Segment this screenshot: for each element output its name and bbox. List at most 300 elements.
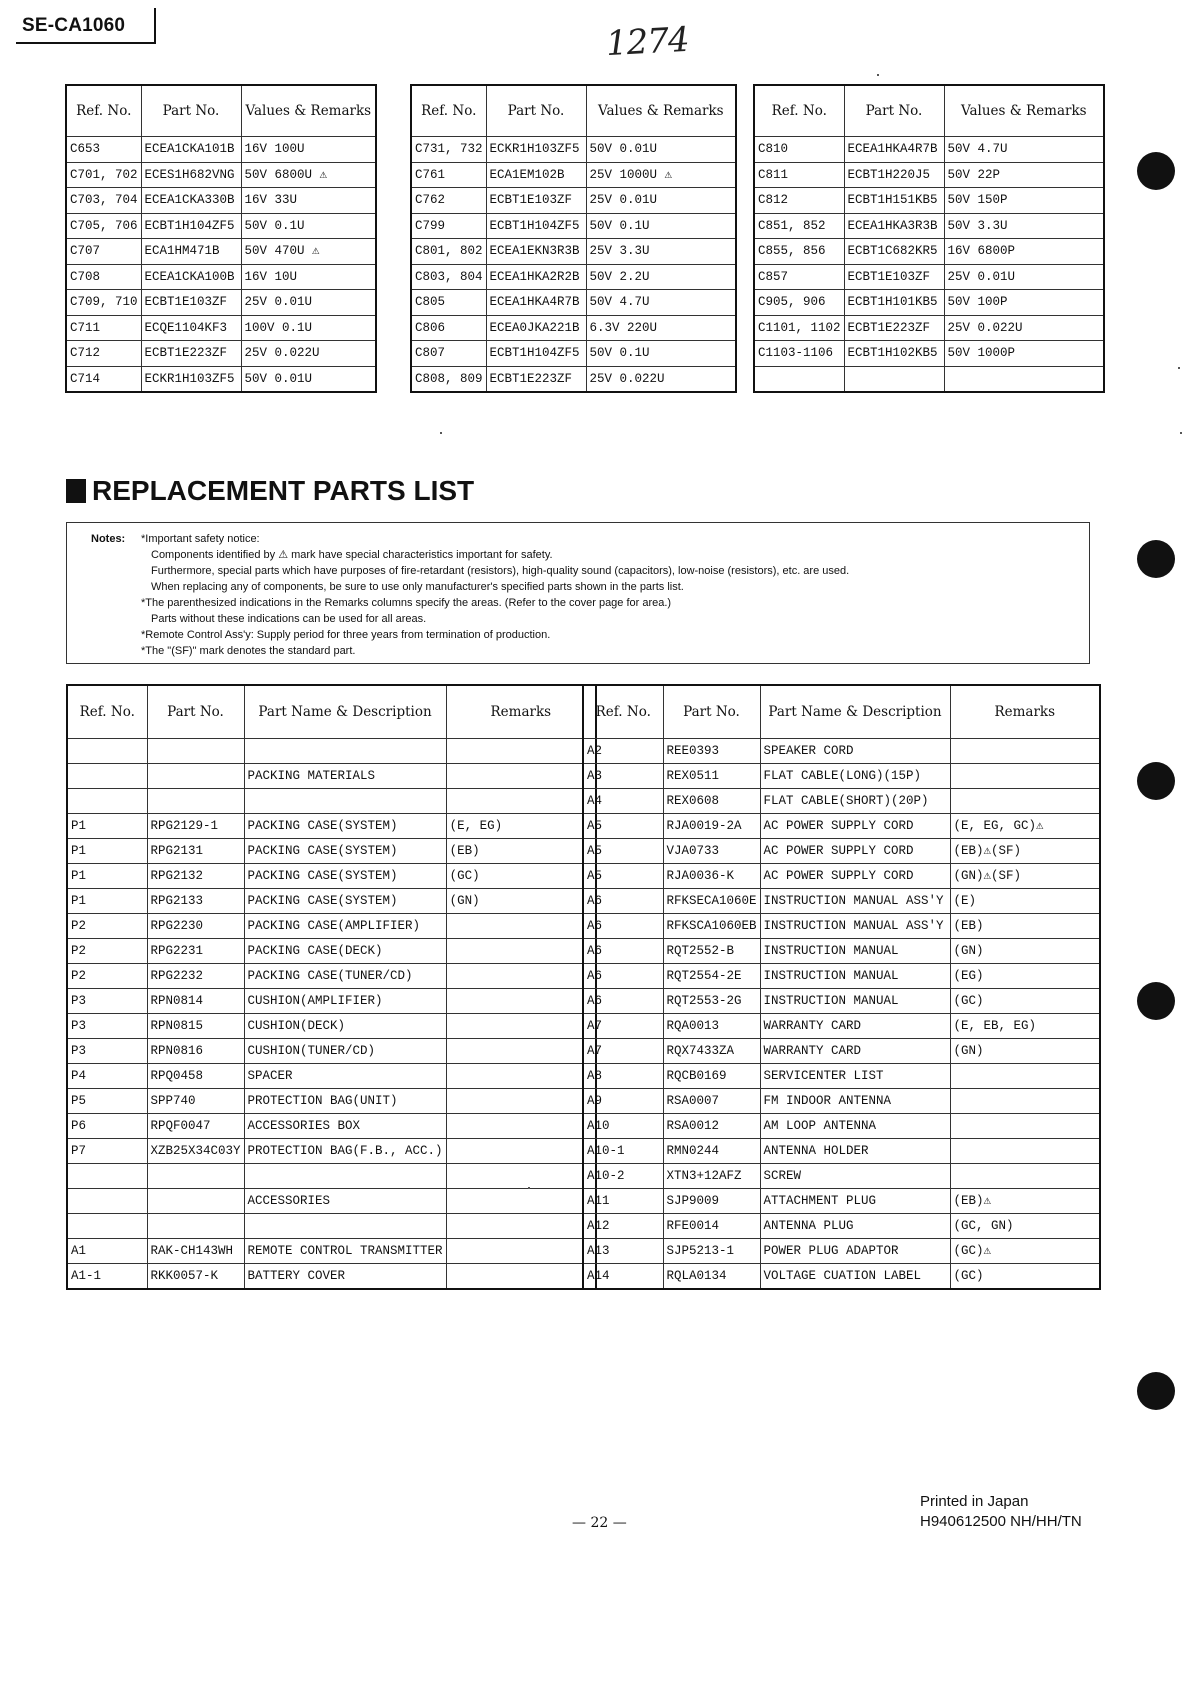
table-row [67,1039,596,1064]
table-cell: SJP9009 [663,1189,760,1214]
table-cell: AC POWER SUPPLY CORD [760,839,950,864]
column-header: Part No. [486,85,586,137]
table-cell [147,789,244,814]
table-cell: PACKING CASE(SYSTEM) [244,889,446,914]
table-cell: ECEA1HKA3R3B [844,213,944,239]
table-cell: A13 [583,1239,663,1264]
table-cell: REX0608 [663,789,760,814]
scan-speck [528,1187,530,1189]
table-cell [446,764,596,789]
table-cell: 25V 0.022U [944,315,1104,341]
table-cell: 16V 10U [241,264,376,290]
table-row [67,1064,596,1089]
scan-speck [1178,367,1180,369]
table-row [67,1089,596,1114]
table-cell: (E, EG) [446,814,596,839]
table-row [67,1014,596,1039]
table-cell: (GC) [950,989,1100,1014]
table-row [67,1139,596,1164]
table-row [583,1064,1100,1089]
table-cell [67,739,147,764]
table-cell: 50V 0.1U [586,213,736,239]
table-cell: ANTENNA HOLDER [760,1139,950,1164]
table-cell: P2 [67,914,147,939]
table-row [411,188,736,214]
table-cell: CUSHION(DECK) [244,1014,446,1039]
table-cell: C708 [66,264,141,290]
table-cell: INSTRUCTION MANUAL ASS'Y [760,889,950,914]
table-cell [147,1189,244,1214]
table-cell: SJP5213-1 [663,1239,760,1264]
table-row [583,939,1100,964]
table-row [67,1114,596,1139]
table-cell: ECES1H682VNG [141,162,241,188]
table-row [411,137,736,163]
table-cell: C731, 732 [411,137,486,163]
table-header-row [67,685,596,739]
table-cell: 50V 0.1U [586,341,736,367]
table-row [66,341,376,367]
table-cell: PACKING MATERIALS [244,764,446,789]
table-cell: C653 [66,137,141,163]
table-cell: ECBT1H104ZF5 [486,341,586,367]
table-cell: 16V 33U [241,188,376,214]
table-row [411,264,736,290]
binder-hole-icon [1137,152,1175,190]
table-cell [446,1114,596,1139]
column-header: Part No. [844,85,944,137]
table-cell: ECEA1EKN3R3B [486,239,586,265]
binder-hole-icon [1137,762,1175,800]
capacitor-table-3 [753,84,1105,393]
table-cell: RKK0057-K [147,1264,244,1290]
table-cell: VOLTAGE CUATION LABEL [760,1264,950,1290]
table-cell: RPQ0458 [147,1064,244,1089]
table-cell: ECBT1E223ZF [486,366,586,392]
table-row [67,739,596,764]
table-cell: RFKSECA1060E [663,889,760,914]
model-number: SE-CA1060 [22,15,126,36]
table-row [754,239,1104,265]
table-cell: P1 [67,839,147,864]
table-cell: INSTRUCTION MANUAL [760,989,950,1014]
table-row [583,914,1100,939]
table-cell: ECEA1HKA2R2B [486,264,586,290]
table-cell [950,1139,1100,1164]
table-cell: FLAT CABLE(LONG)(15P) [760,764,950,789]
table-cell: RQT2553-2G [663,989,760,1014]
binder-hole-icon [1137,1372,1175,1410]
table-row [583,1039,1100,1064]
table-cell: REX0511 [663,764,760,789]
table-row [583,789,1100,814]
table-cell: (GC) [950,1264,1100,1290]
table-row [67,789,596,814]
table-cell: RQT2552-B [663,939,760,964]
table-cell [446,1189,596,1214]
table-cell: 50V 2.2U [586,264,736,290]
square-bullet-icon [66,479,86,503]
table-cell: INSTRUCTION MANUAL ASS'Y [760,914,950,939]
table-cell: SPACER [244,1064,446,1089]
table-cell: RJA0019-2A [663,814,760,839]
column-header: Remarks [950,685,1100,739]
footer-print-info [920,1492,1082,1532]
table-cell: C761 [411,162,486,188]
table-row [66,239,376,265]
table-cell: ACCESSORIES [244,1189,446,1214]
capacitor-table-2 [410,84,737,393]
table-cell: P7 [67,1139,147,1164]
table-cell [67,1164,147,1189]
table-cell: INSTRUCTION MANUAL [760,964,950,989]
table-cell: C701, 702 [66,162,141,188]
table-cell: RPG2231 [147,939,244,964]
table-cell: 50V 470U ⚠ [241,239,376,265]
table-cell [67,764,147,789]
table-row [411,162,736,188]
table-cell [446,989,596,1014]
table-row [67,914,596,939]
table-cell: RFKSCA1060EB [663,914,760,939]
table-header-row [754,85,1104,137]
table-cell: A9 [583,1089,663,1114]
table-cell: (GC, GN) [950,1214,1100,1239]
note-line: When replacing any of components, be sure to use only manufacturer's specified parts shown in the parts list. [151,581,684,593]
table-cell: ECA1EM102B [486,162,586,188]
table-cell: C857 [754,264,844,290]
table-cell: (E, EG, GC)⚠ [950,814,1100,839]
table-cell: ECKR1H103ZF5 [141,366,241,392]
table-cell [950,1164,1100,1189]
table-row [67,1239,596,1264]
table-cell: A5 [583,814,663,839]
table-cell: SPP740 [147,1089,244,1114]
table-cell: C709, 710 [66,290,141,316]
table-cell: C712 [66,341,141,367]
column-header: Part Name & Description [760,685,950,739]
table-cell: WARRANTY CARD [760,1014,950,1039]
table-cell: RPG2129-1 [147,814,244,839]
table-cell: BATTERY COVER [244,1264,446,1290]
table-row [583,1214,1100,1239]
table-cell [446,1239,596,1264]
table-cell: 25V 0.01U [241,290,376,316]
table-row [67,864,596,889]
table-cell: RPG2133 [147,889,244,914]
section-title-text: REPLACEMENT PARTS LIST [92,475,475,506]
table-cell [446,1064,596,1089]
table-cell: C801, 802 [411,239,486,265]
table-cell [446,1164,596,1189]
table-header-row [583,685,1100,739]
table-row [67,1264,596,1290]
table-cell [950,739,1100,764]
table-cell [244,789,446,814]
table-cell [950,1064,1100,1089]
table-cell: P3 [67,1039,147,1064]
table-cell: PACKING CASE(SYSTEM) [244,839,446,864]
table-cell: (EB)⚠ [950,1189,1100,1214]
table-cell: C810 [754,137,844,163]
table-cell: A11 [583,1189,663,1214]
table-cell: 50V 0.1U [241,213,376,239]
table-row [66,137,376,163]
table-cell: A5 [583,839,663,864]
table-cell: A12 [583,1214,663,1239]
table-cell: C803, 804 [411,264,486,290]
table-cell: PACKING CASE(TUNER/CD) [244,964,446,989]
table-cell: RQX7433ZA [663,1039,760,1064]
table-cell [754,366,844,392]
table-cell: AC POWER SUPPLY CORD [760,814,950,839]
table-cell [944,366,1104,392]
table-cell: RJA0036-K [663,864,760,889]
table-cell: CUSHION(AMPLIFIER) [244,989,446,1014]
table-row [66,366,376,392]
table-cell: 25V 0.022U [586,366,736,392]
table-cell [844,366,944,392]
table-cell: 50V 22P [944,162,1104,188]
table-cell: (EB) [950,914,1100,939]
column-header: Ref. No. [583,685,663,739]
table-cell: ECQE1104KF3 [141,315,241,341]
table-cell: A14 [583,1264,663,1290]
table-cell: A6 [583,939,663,964]
column-header: Values & Remarks [586,85,736,137]
table-cell: PACKING CASE(SYSTEM) [244,814,446,839]
section-title [66,475,474,507]
table-cell: ECBT1E223ZF [141,341,241,367]
table-cell [67,1189,147,1214]
table-row [583,889,1100,914]
capacitor-table-1 [65,84,377,393]
table-row [754,315,1104,341]
table-row [583,989,1100,1014]
note-line: Parts without these indications can be used for all areas. [151,613,427,625]
table-cell: PACKING CASE(DECK) [244,939,446,964]
table-row [66,290,376,316]
table-cell: 100V 0.1U [241,315,376,341]
table-cell: PROTECTION BAG(UNIT) [244,1089,446,1114]
table-cell: POWER PLUG ADAPTOR [760,1239,950,1264]
table-cell: C851, 852 [754,213,844,239]
table-cell: (EB) [446,839,596,864]
table-cell: C1103-1106 [754,341,844,367]
table-cell [67,789,147,814]
table-cell: (GC)⚠ [950,1239,1100,1264]
table-row [411,290,736,316]
table-row [67,989,596,1014]
table-cell: P1 [67,889,147,914]
table-cell: ECEA1CKA330B [141,188,241,214]
table-header-row [411,85,736,137]
table-row [583,1164,1100,1189]
table-cell: ECKR1H103ZF5 [486,137,586,163]
table-cell: C707 [66,239,141,265]
table-cell: SERVICENTER LIST [760,1064,950,1089]
table-cell: C714 [66,366,141,392]
table-cell: 50V 100P [944,290,1104,316]
table-header-row [66,85,376,137]
table-cell [446,964,596,989]
table-cell: C762 [411,188,486,214]
table-cell: ECBT1H104ZF5 [486,213,586,239]
table-cell: ECBT1H220J5 [844,162,944,188]
table-row [583,739,1100,764]
table-row [583,1089,1100,1114]
table-cell [950,1089,1100,1114]
table-row [583,839,1100,864]
table-cell [446,1014,596,1039]
table-cell [446,1139,596,1164]
table-cell: A1 [67,1239,147,1264]
table-cell: ECBT1C682KR5 [844,239,944,265]
table-row [67,889,596,914]
table-cell: 50V 150P [944,188,1104,214]
table-row [754,264,1104,290]
table-cell [244,739,446,764]
column-header: Part No. [147,685,244,739]
table-cell: A5 [583,864,663,889]
table-cell: 50V 3.3U [944,213,1104,239]
note-line: *Important safety notice: [141,533,260,545]
table-cell: C799 [411,213,486,239]
table-cell: CUSHION(TUNER/CD) [244,1039,446,1064]
scan-speck [877,74,879,76]
table-cell: (GC) [446,864,596,889]
table-cell: A10 [583,1114,663,1139]
table-cell: FM INDOOR ANTENNA [760,1089,950,1114]
table-cell: RQT2554-2E [663,964,760,989]
table-row [411,239,736,265]
table-cell: C808, 809 [411,366,486,392]
table-cell [446,739,596,764]
notes-label: Notes: [91,533,126,545]
printed-in: Printed in Japan [920,1493,1029,1510]
table-cell: 50V 0.01U [586,137,736,163]
note-line: Components identified by ⚠ mark have special characteristics important for safety. [151,549,553,561]
table-cell: ATTACHMENT PLUG [760,1189,950,1214]
table-cell: RMN0244 [663,1139,760,1164]
table-cell: WARRANTY CARD [760,1039,950,1064]
table-cell: A7 [583,1014,663,1039]
table-cell: A6 [583,989,663,1014]
table-row [583,864,1100,889]
table-cell: C811 [754,162,844,188]
table-row [754,162,1104,188]
table-cell: P6 [67,1114,147,1139]
table-cell: RPG2131 [147,839,244,864]
column-header: Values & Remarks [944,85,1104,137]
table-cell: PACKING CASE(AMPLIFIER) [244,914,446,939]
table-cell: RAK-CH143WH [147,1239,244,1264]
table-cell [446,914,596,939]
table-row [66,315,376,341]
note-line: Furthermore, special parts which have purposes of fire-retardant (resistors), high-quality sound (capacitors), low-noise (resistors), etc. are used. [151,565,850,577]
handwritten-note: 1274 [605,19,690,65]
table-cell [950,789,1100,814]
table-cell [244,1164,446,1189]
table-row [67,1164,596,1189]
table-row [67,814,596,839]
notes-lines [141,531,849,659]
table-cell: REMOTE CONTROL TRANSMITTER [244,1239,446,1264]
table-cell: RSA0007 [663,1089,760,1114]
notes-box [66,522,1090,664]
table-cell: PROTECTION BAG(F.B., ACC.) [244,1139,446,1164]
table-row [754,366,1104,392]
table-row [583,1114,1100,1139]
table-cell: RPG2232 [147,964,244,989]
table-row [66,213,376,239]
table-cell: (EG) [950,964,1100,989]
table-cell [446,789,596,814]
table-cell: VJA0733 [663,839,760,864]
table-cell: A3 [583,764,663,789]
column-header: Ref. No. [67,685,147,739]
note-line: *Remote Control Ass'y: Supply period for three years from termination of production. [141,629,551,641]
table-row [66,188,376,214]
table-cell: C806 [411,315,486,341]
table-cell: AM LOOP ANTENNA [760,1114,950,1139]
table-cell: P3 [67,989,147,1014]
table-cell: C805 [411,290,486,316]
table-cell: A2 [583,739,663,764]
table-row [66,162,376,188]
table-cell: 25V 0.01U [944,264,1104,290]
binder-hole-icon [1137,982,1175,1020]
table-cell: 50V 6800U ⚠ [241,162,376,188]
table-cell: REE0393 [663,739,760,764]
table-cell: RPN0814 [147,989,244,1014]
table-cell [446,1214,596,1239]
table-row [67,964,596,989]
table-cell [446,1039,596,1064]
table-cell: RPQF0047 [147,1114,244,1139]
table-cell: P3 [67,1014,147,1039]
table-row [754,290,1104,316]
table-row [583,814,1100,839]
table-cell: SCREW [760,1164,950,1189]
table-cell [147,764,244,789]
table-row [583,764,1100,789]
table-cell: INSTRUCTION MANUAL [760,939,950,964]
table-cell: ECBT1H104ZF5 [141,213,241,239]
table-cell: ECBT1E223ZF [844,315,944,341]
table-cell: RQLA0134 [663,1264,760,1290]
table-cell: RQCB0169 [663,1064,760,1089]
table-cell: A6 [583,964,663,989]
table-row [67,839,596,864]
table-cell: XTN3+12AFZ [663,1164,760,1189]
model-label-box [16,8,156,44]
table-cell: C812 [754,188,844,214]
table-cell: ECEA1HKA4R7B [486,290,586,316]
table-cell: ECBT1H101KB5 [844,290,944,316]
table-cell: RFE0014 [663,1214,760,1239]
table-cell: 25V 0.022U [241,341,376,367]
table-row [411,315,736,341]
table-cell [950,1114,1100,1139]
table-cell: PACKING CASE(SYSTEM) [244,864,446,889]
table-row [411,341,736,367]
table-cell: A7 [583,1039,663,1064]
table-row [583,964,1100,989]
table-cell [244,1214,446,1239]
table-row [67,764,596,789]
table-cell: P2 [67,939,147,964]
